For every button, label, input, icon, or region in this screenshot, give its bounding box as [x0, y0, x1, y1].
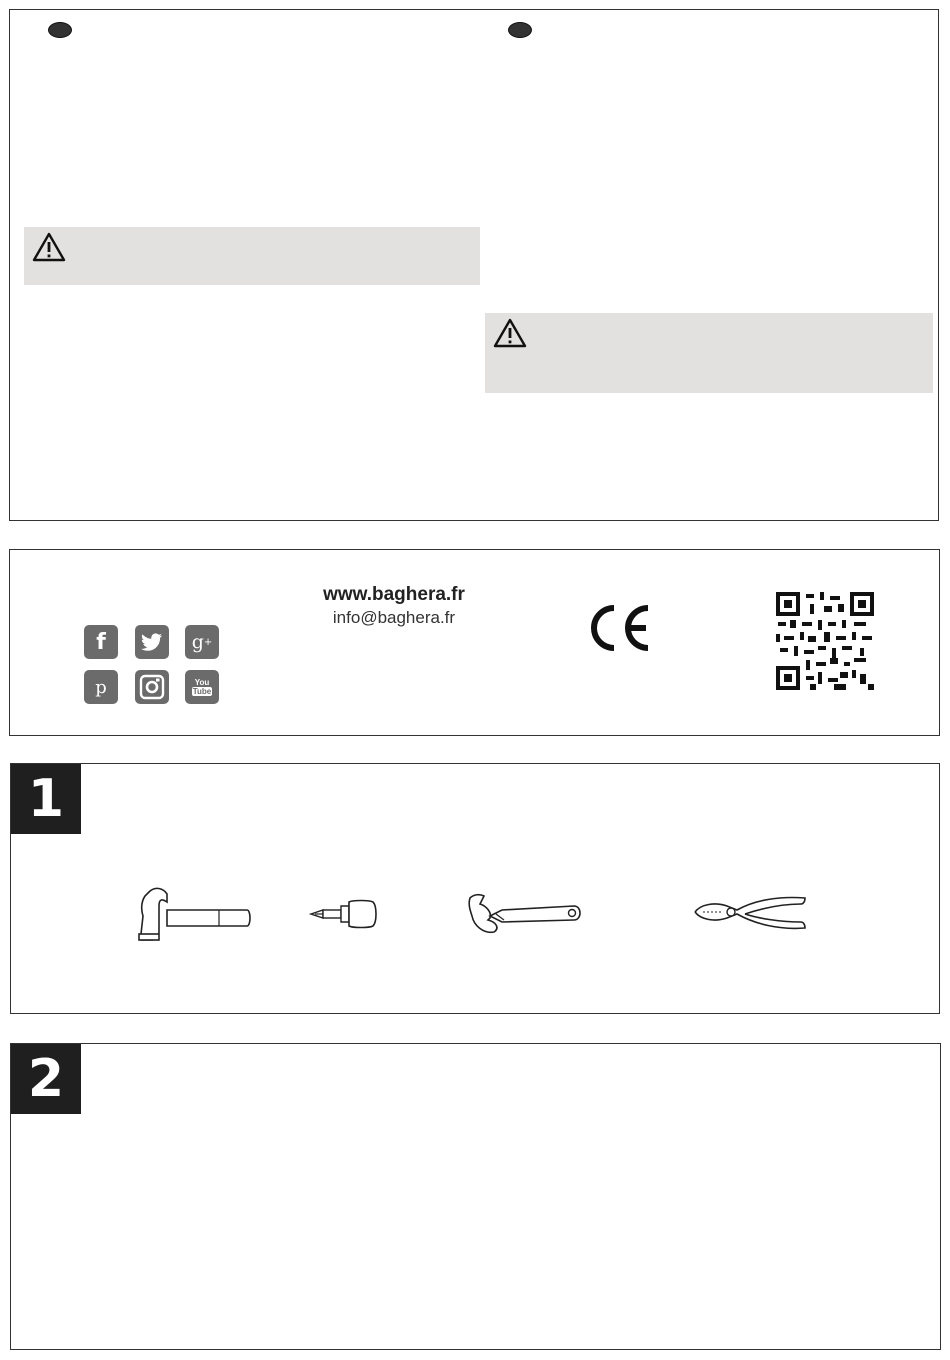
- language-flag-icon: [508, 22, 532, 38]
- google-plus-icon[interactable]: g +: [185, 625, 219, 659]
- ce-mark-icon: [586, 602, 652, 659]
- youtube-label-bottom: Tube: [192, 687, 212, 696]
- warning-triangle-icon: [32, 232, 66, 262]
- language-flag-icon: [48, 22, 72, 38]
- qr-code[interactable]: [776, 592, 874, 695]
- step-2-panel: [10, 1043, 941, 1350]
- hammer-icon: [137, 886, 253, 947]
- twitter-icon[interactable]: [135, 625, 169, 659]
- email-link[interactable]: info@baghera.fr: [332, 608, 456, 627]
- youtube-label-top: You: [194, 678, 210, 687]
- website-link[interactable]: www.baghera.fr: [323, 584, 465, 605]
- pliers-icon: [693, 892, 807, 941]
- instructions-panel: [9, 9, 939, 521]
- contact-panel: [9, 549, 940, 736]
- screwdriver-icon: [309, 898, 379, 935]
- youtube-icon[interactable]: [185, 670, 219, 704]
- step-1-panel: [10, 763, 940, 1014]
- pinterest-icon[interactable]: p: [84, 670, 118, 704]
- warning-triangle-icon: [493, 318, 527, 348]
- warning-box-right: [485, 313, 933, 393]
- instagram-icon[interactable]: [135, 670, 169, 704]
- step-number-badge: 2: [11, 1044, 81, 1114]
- step-number-badge: 1: [11, 764, 81, 834]
- facebook-icon[interactable]: f: [84, 625, 118, 659]
- contact-block: [303, 584, 485, 634]
- adjustable-wrench-icon: [466, 892, 584, 941]
- warning-box-left: [24, 227, 480, 285]
